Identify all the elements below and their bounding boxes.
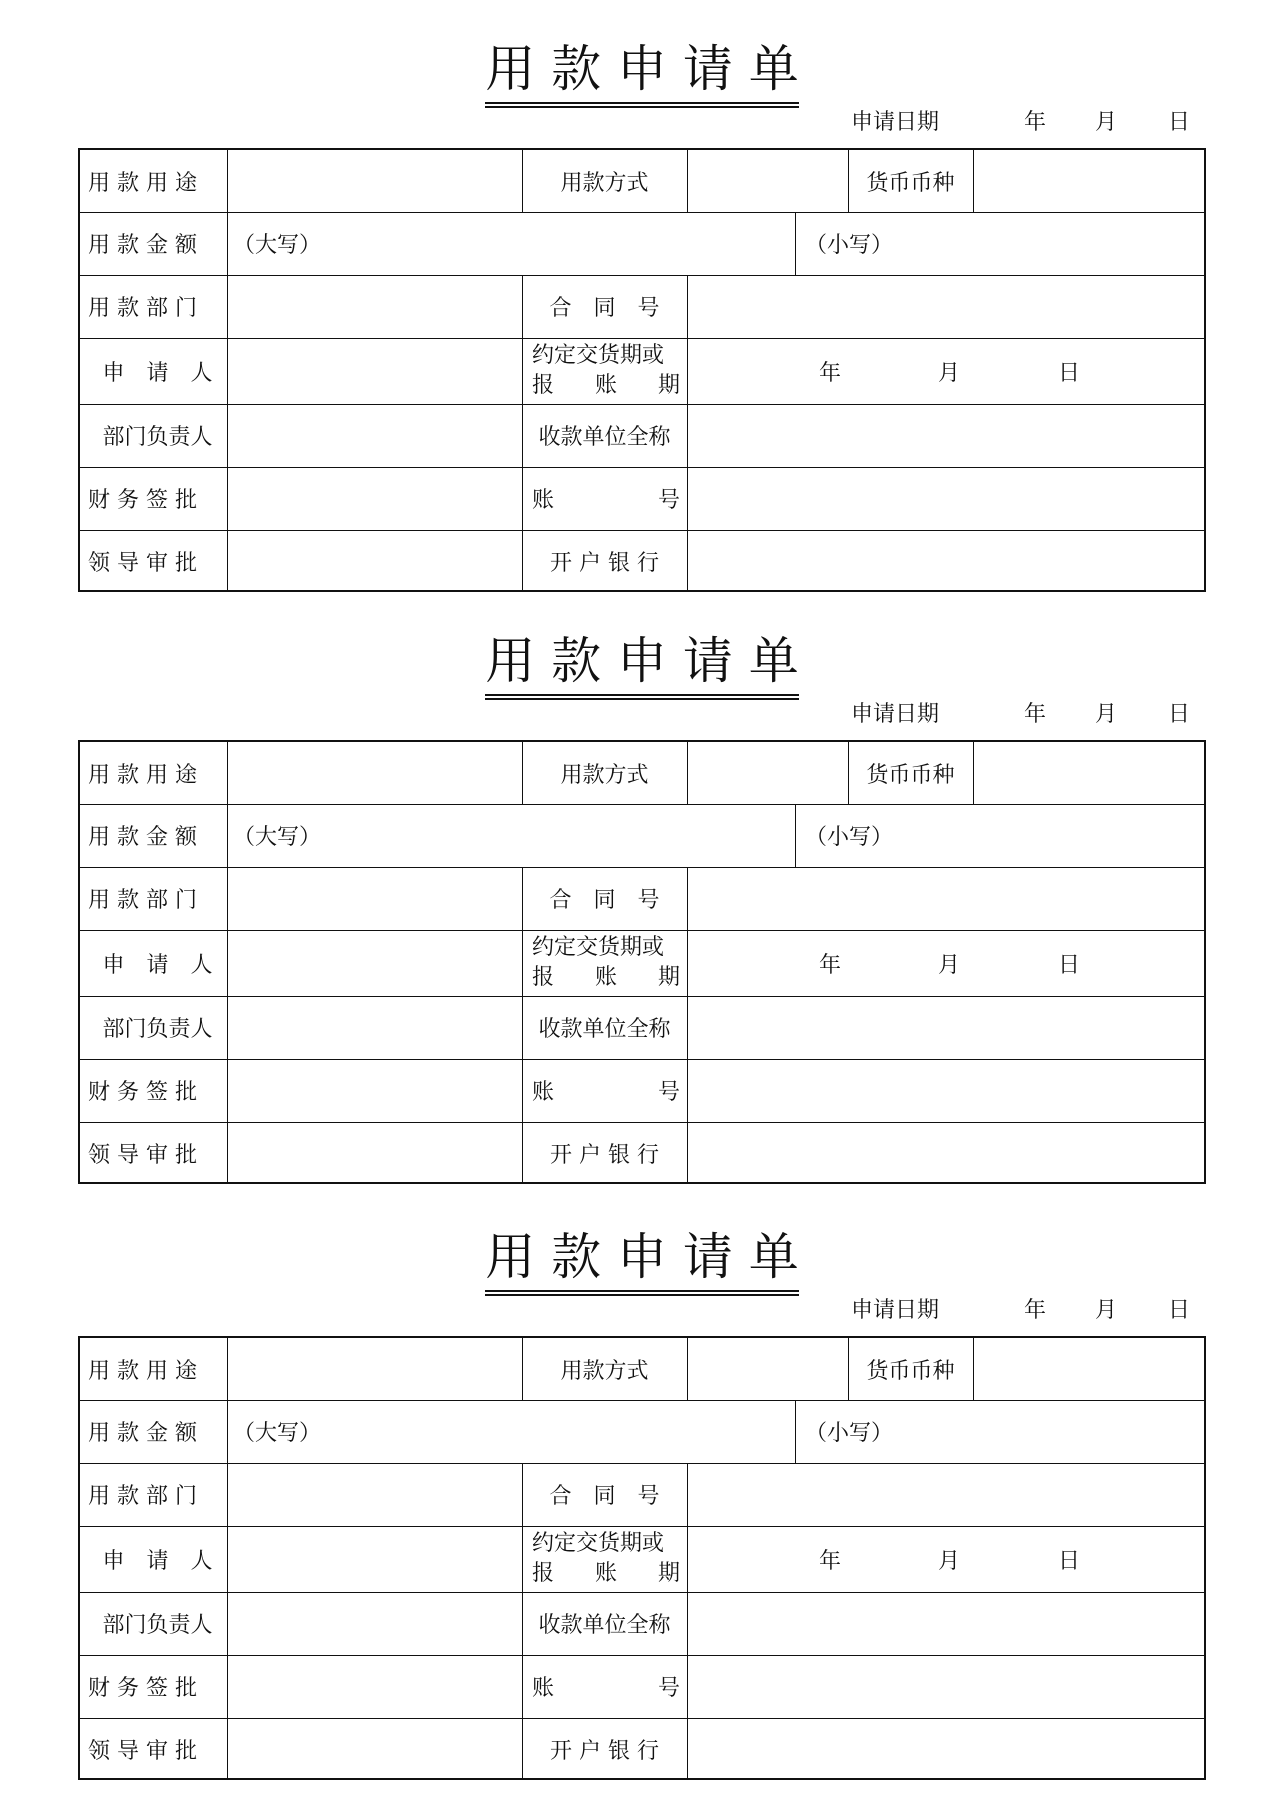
leader-approval-label: 领 导 审 批	[88, 550, 197, 576]
date-year-label: 年	[1024, 1298, 1047, 1323]
form-title: 用 款 申 请 单	[78, 1226, 1206, 1288]
delivery-date-field[interactable]: 年 月 日	[819, 1548, 1081, 1574]
application-date-line	[78, 700, 1206, 730]
date-month-label: 月	[1095, 702, 1118, 727]
application-date-label: 申请日期	[851, 702, 940, 727]
date-month-label: 月	[1095, 1298, 1118, 1323]
payee-name-field[interactable]	[689, 404, 1206, 467]
applicant-label: 申 请 人	[102, 952, 213, 978]
amount-label: 用 款 金 额	[88, 233, 197, 258]
bank-name-field[interactable]	[689, 530, 1206, 592]
payment-method-field[interactable]	[689, 150, 847, 212]
amount-numeric-field[interactable]: （小写）	[805, 233, 894, 258]
dept-manager-field[interactable]	[229, 996, 521, 1059]
dept-manager-field[interactable]	[229, 404, 521, 467]
bank-name-field[interactable]	[689, 1718, 1206, 1780]
payee-name-label: 收款单位全称	[538, 425, 671, 450]
applicant-field[interactable]	[229, 930, 521, 996]
contract-number-field[interactable]	[689, 1463, 1206, 1526]
contract-number-field[interactable]	[689, 867, 1206, 930]
amount-uppercase-field[interactable]: （大写）	[233, 1421, 322, 1446]
department-field[interactable]	[229, 867, 521, 930]
delivery-date-field[interactable]: 年 月 日	[819, 952, 1081, 978]
department-field[interactable]	[229, 1463, 521, 1526]
payee-name-field[interactable]	[689, 1592, 1206, 1655]
currency-label: 货币币种	[866, 1358, 955, 1384]
currency-field[interactable]	[975, 150, 1206, 212]
form-title: 用 款 申 请 单	[78, 630, 1206, 692]
form-grid	[78, 740, 1206, 1184]
form-grid	[78, 148, 1206, 592]
leader-approval-field[interactable]	[229, 530, 521, 592]
dept-manager-label: 部门负责人	[102, 1017, 213, 1042]
contract-number-label: 合 同 号	[549, 1484, 660, 1509]
application-date-label: 申请日期	[851, 110, 940, 135]
finance-approval-field[interactable]	[229, 1059, 521, 1122]
payee-name-field[interactable]	[689, 996, 1206, 1059]
department-label: 用 款 部 门	[88, 1484, 197, 1509]
application-date-label: 申请日期	[851, 1298, 940, 1323]
amount-uppercase-field[interactable]: （大写）	[233, 233, 322, 258]
bank-name-field[interactable]	[689, 1122, 1206, 1184]
currency-label: 货币币种	[866, 762, 955, 788]
delivery-date-label: 约定交货期或 报 账 期	[532, 935, 680, 990]
applicant-label: 申 请 人	[102, 1548, 213, 1574]
account-number-field[interactable]	[689, 1655, 1206, 1718]
purpose-field[interactable]	[229, 150, 521, 212]
application-date-line	[78, 108, 1206, 138]
applicant-field[interactable]	[229, 1526, 521, 1592]
amount-numeric-field[interactable]: （小写）	[805, 1421, 894, 1446]
currency-field[interactable]	[975, 742, 1206, 804]
currency-field[interactable]	[975, 1338, 1206, 1400]
finance-approval-label: 财 务 签 批	[88, 1676, 197, 1701]
date-day-label: 日	[1168, 110, 1191, 135]
leader-approval-field[interactable]	[229, 1122, 521, 1184]
purpose-label: 用 款 用 途	[88, 1358, 197, 1384]
payee-name-label: 收款单位全称	[538, 1017, 671, 1042]
date-year-label: 年	[1024, 110, 1047, 135]
dept-manager-label: 部门负责人	[102, 1613, 213, 1638]
dept-manager-field[interactable]	[229, 1592, 521, 1655]
applicant-field[interactable]	[229, 338, 521, 404]
date-year-label: 年	[1024, 702, 1047, 727]
form-title: 用 款 申 请 单	[78, 38, 1206, 100]
dept-manager-label: 部门负责人	[102, 425, 213, 450]
finance-approval-field[interactable]	[229, 467, 521, 530]
purpose-label: 用 款 用 途	[88, 762, 197, 788]
application-date-line	[78, 1296, 1206, 1326]
contract-number-label: 合 同 号	[549, 296, 660, 321]
account-number-label: 账 号	[532, 488, 680, 513]
currency-label: 货币币种	[866, 170, 955, 196]
department-label: 用 款 部 门	[88, 888, 197, 913]
delivery-date-field[interactable]: 年 月 日	[819, 360, 1081, 386]
payment-method-field[interactable]	[689, 742, 847, 804]
bank-name-label: 开 户 银 行	[550, 550, 659, 576]
delivery-date-label: 约定交货期或 报 账 期	[532, 1531, 680, 1586]
date-day-label: 日	[1168, 702, 1191, 727]
purpose-field[interactable]	[229, 742, 521, 804]
purpose-field[interactable]	[229, 1338, 521, 1400]
leader-approval-label: 领 导 审 批	[88, 1738, 197, 1764]
account-number-field[interactable]	[689, 1059, 1206, 1122]
account-number-label: 账 号	[532, 1676, 680, 1701]
contract-number-label: 合 同 号	[549, 888, 660, 913]
purpose-label: 用 款 用 途	[88, 170, 197, 196]
applicant-label: 申 请 人	[102, 360, 213, 386]
date-month-label: 月	[1095, 110, 1118, 135]
amount-numeric-field[interactable]: （小写）	[805, 825, 894, 850]
leader-approval-label: 领 导 审 批	[88, 1142, 197, 1168]
leader-approval-field[interactable]	[229, 1718, 521, 1780]
finance-approval-label: 财 务 签 批	[88, 1080, 197, 1105]
department-field[interactable]	[229, 275, 521, 338]
payee-name-label: 收款单位全称	[538, 1613, 671, 1638]
payment-method-label: 用款方式	[560, 762, 649, 788]
account-number-field[interactable]	[689, 467, 1206, 530]
amount-label: 用 款 金 额	[88, 1421, 197, 1446]
department-label: 用 款 部 门	[88, 296, 197, 321]
form-grid	[78, 1336, 1206, 1780]
payment-method-field[interactable]	[689, 1338, 847, 1400]
bank-name-label: 开 户 银 行	[550, 1142, 659, 1168]
amount-label: 用 款 金 额	[88, 825, 197, 850]
payment-method-label: 用款方式	[560, 1358, 649, 1384]
finance-approval-label: 财 务 签 批	[88, 488, 197, 513]
account-number-label: 账 号	[532, 1080, 680, 1105]
payment-method-label: 用款方式	[560, 170, 649, 196]
contract-number-field[interactable]	[689, 275, 1206, 338]
delivery-date-label: 约定交货期或 报 账 期	[532, 343, 680, 398]
amount-uppercase-field[interactable]: （大写）	[233, 825, 322, 850]
date-day-label: 日	[1168, 1298, 1191, 1323]
bank-name-label: 开 户 银 行	[550, 1738, 659, 1764]
finance-approval-field[interactable]	[229, 1655, 521, 1718]
